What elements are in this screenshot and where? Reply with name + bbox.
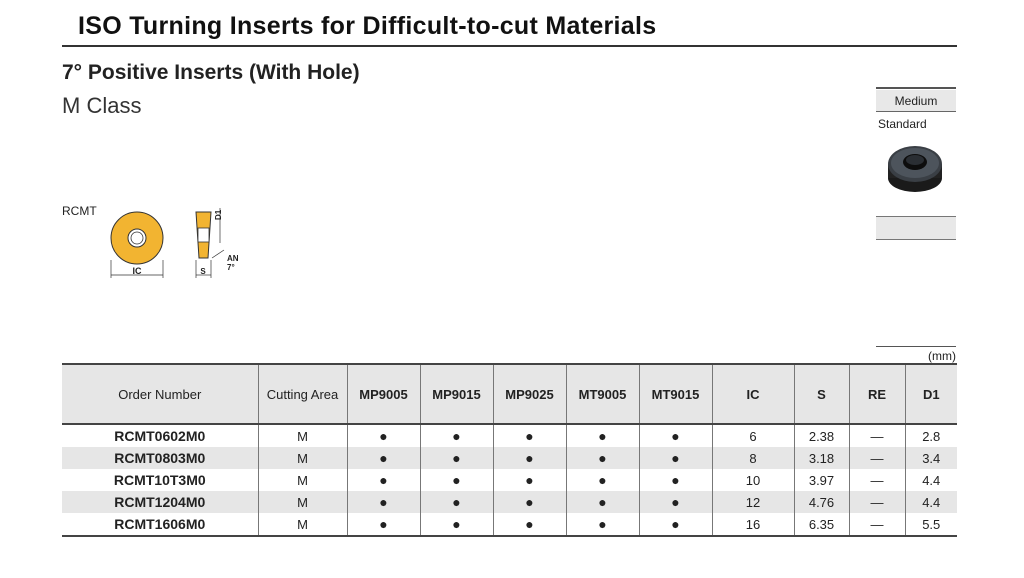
availability-dot: ●: [639, 447, 712, 469]
re-cell: —: [849, 447, 905, 469]
s-cell: 6.35: [794, 513, 849, 536]
re-cell: —: [849, 513, 905, 536]
s-cell: 3.18: [794, 447, 849, 469]
s-cell: 2.38: [794, 424, 849, 447]
re-cell: —: [849, 424, 905, 447]
table-row: [62, 424, 957, 447]
availability-dot: ●: [347, 469, 420, 491]
side-panel-rule: [876, 87, 956, 89]
insert-diagram: [100, 198, 250, 283]
d1-cell: 3.4: [905, 447, 957, 469]
availability-dot: ●: [566, 513, 639, 536]
section-subtitle: 7° Positive Inserts (With Hole): [62, 61, 360, 84]
header-d1: D1: [905, 364, 957, 424]
insert-type-label: RCMT: [62, 204, 97, 218]
header-grade-mp9015: MP9015: [420, 364, 493, 424]
s-cell: 4.76: [794, 491, 849, 513]
availability-dot: ●: [493, 424, 566, 447]
availability-dot: ●: [493, 469, 566, 491]
insert-photo: [884, 138, 946, 198]
cutting-area-cell: M: [258, 513, 347, 536]
availability-dot: ●: [347, 491, 420, 513]
availability-dot: ●: [639, 469, 712, 491]
d1-label: D1: [214, 209, 223, 220]
angle-label: 7°: [227, 263, 235, 272]
availability-dot: ●: [566, 469, 639, 491]
header-order-number: Order Number: [62, 364, 258, 424]
d1-cell: 4.4: [905, 469, 957, 491]
cutting-area-cell: M: [258, 491, 347, 513]
availability-dot: ●: [566, 491, 639, 513]
order-number-cell: RCMT10T3M0: [113, 472, 206, 488]
availability-dot: ●: [420, 491, 493, 513]
medium-label: Medium: [876, 90, 956, 112]
side-panel-cell: [876, 216, 956, 240]
table-header-row: [62, 364, 957, 424]
header-s: S: [794, 364, 849, 424]
ic-cell: 10: [712, 469, 794, 491]
availability-dot: ●: [493, 491, 566, 513]
availability-dot: ●: [420, 447, 493, 469]
cutting-area-cell: M: [258, 469, 347, 491]
availability-dot: ●: [566, 424, 639, 447]
title-divider: [62, 45, 957, 47]
table-row: [62, 491, 957, 513]
availability-dot: ●: [493, 447, 566, 469]
d1-cell: 5.5: [905, 513, 957, 536]
an-label: AN: [227, 254, 239, 263]
d1-cell: 4.4: [905, 491, 957, 513]
ic-cell: 8: [712, 447, 794, 469]
availability-dot: ●: [566, 447, 639, 469]
availability-dot: ●: [420, 513, 493, 536]
ic-cell: 12: [712, 491, 794, 513]
order-number-cell: RCMT1204M0: [62, 491, 258, 513]
cutting-area-cell: M: [258, 424, 347, 447]
header-ic: IC: [712, 364, 794, 424]
re-cell: —: [849, 491, 905, 513]
availability-dot: ●: [347, 447, 420, 469]
cutting-area-cell: M: [258, 447, 347, 469]
order-number-cell: RCMT1606M0: [62, 513, 258, 536]
order-number-cell: RCMT0803M0: [62, 447, 258, 469]
availability-dot: ●: [420, 469, 493, 491]
availability-dot: ●: [347, 424, 420, 447]
availability-dot: ●: [347, 513, 420, 536]
header-re: RE: [849, 364, 905, 424]
availability-dot: ●: [420, 424, 493, 447]
ic-label: IC: [132, 266, 142, 276]
availability-dot: ●: [639, 491, 712, 513]
table-row: [62, 469, 957, 491]
class-label: M Class: [62, 93, 142, 118]
availability-dot: ●: [639, 424, 712, 447]
re-cell: —: [849, 469, 905, 491]
table-row: [62, 513, 957, 536]
d1-cell: 2.8: [905, 424, 957, 447]
availability-dot: ●: [639, 513, 712, 536]
availability-dot: ●: [493, 513, 566, 536]
header-grade-mp9005: MP9005: [347, 364, 420, 424]
s-cell: 3.97: [794, 469, 849, 491]
header-grade-mt9015: MT9015: [639, 364, 712, 424]
ic-cell: 6: [712, 424, 794, 447]
order-number-cell: RCMT0602M0: [114, 428, 206, 444]
page-title: ISO Turning Inserts for Difficult-to-cut Materials: [78, 12, 657, 40]
s-label: S: [200, 267, 206, 276]
unit-label: (mm): [928, 349, 956, 363]
unit-rule: [876, 346, 956, 347]
standard-label: Standard: [878, 117, 927, 131]
header-cutting-area: Cutting Area: [258, 364, 347, 424]
specification-table: [62, 363, 957, 537]
header-grade-mp9025: MP9025: [493, 364, 566, 424]
header-grade-mt9005: MT9005: [566, 364, 639, 424]
ic-cell: 16: [712, 513, 794, 536]
table-row: [62, 447, 957, 469]
